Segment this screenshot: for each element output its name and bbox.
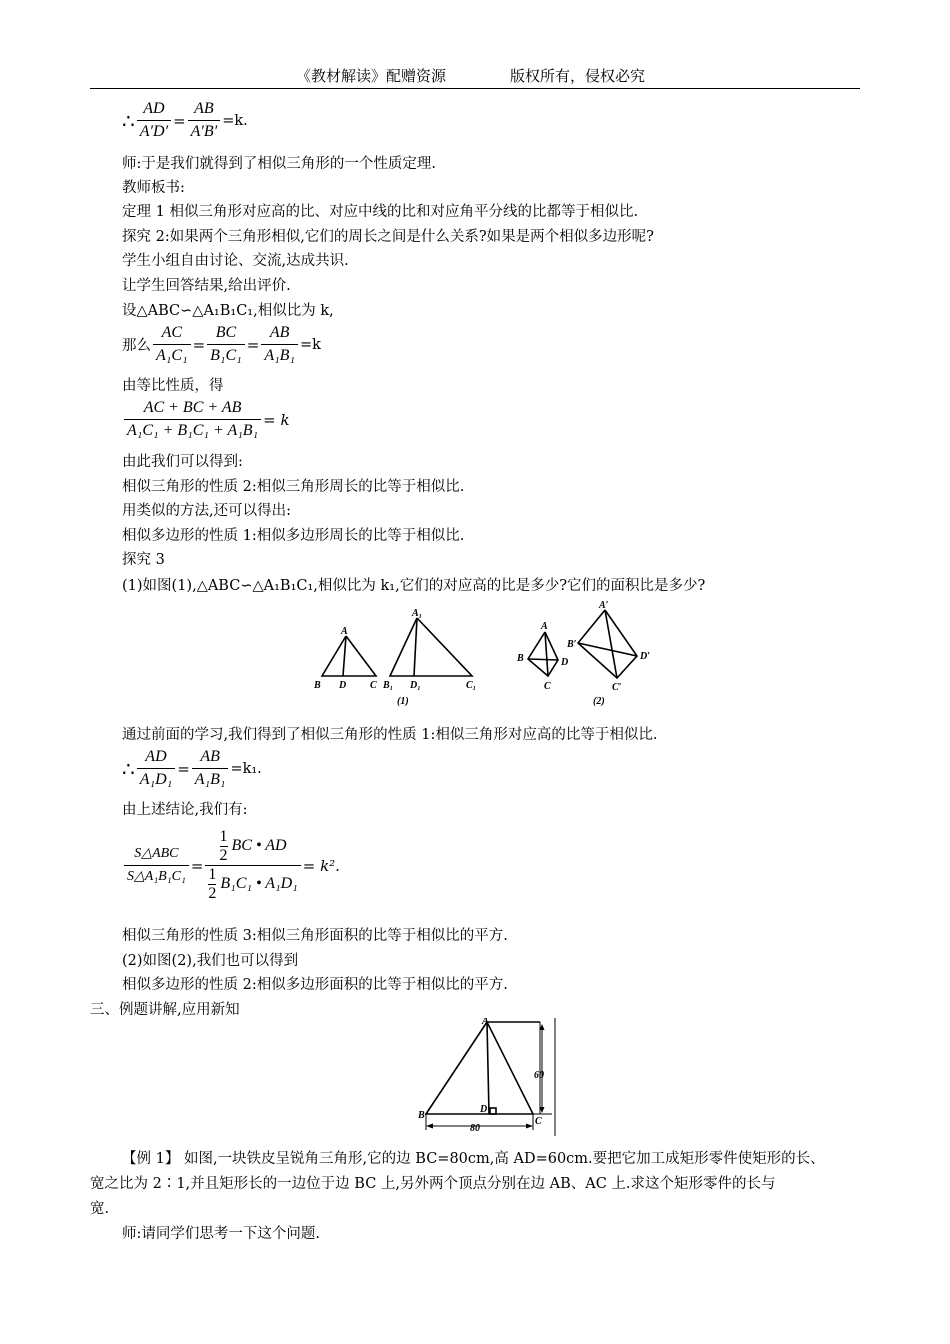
svg-text:60: 60: [534, 1070, 544, 1081]
formula-area-ratio: $\frac{\text{S△ABC}}{\text{S△A₁B₁C₁}}$ = $\frac{1}{2}$ BC • AD $\frac{1}{2}$ B₁C₁ • A₁D₁ = k².: [122, 828, 340, 903]
theorem-1: 定理 1 相似三角形对应高的比、对应中线的比和对应角平分线的比都等于相似比.: [122, 204, 639, 220]
explore-2: 探究 2:如果两个三角形相似,它们的周长之间是什么关系?如果是两个相似多边形呢?: [122, 229, 654, 245]
label-A: A: [341, 626, 348, 637]
svg-text:D: D: [561, 657, 569, 668]
property-2: 相似三角形的性质 2:相似三角形周长的比等于相似比.: [122, 479, 465, 495]
header-right: 版权所有，侵权必究: [510, 67, 646, 85]
svg-text:C: C: [544, 681, 551, 692]
svg-text:B: B: [418, 1110, 425, 1121]
svg-text:D: D: [339, 680, 347, 691]
svg-text:C: C: [535, 1116, 542, 1127]
text-line: 学生小组自由讨论、交流,达成共识.: [122, 253, 349, 269]
svg-text:A′: A′: [599, 600, 609, 611]
formula-ratio-k: 那么 $\frac{AC}{\text{A₁C₁}}$ = $\frac{BC}{\text{B₁C₁}}$ = $\frac{AB}{\text{A₁B₁}}$ =k: [122, 324, 321, 364]
polygon-property-1: 相似多边形的性质 1:相似多边形周长的比等于相似比.: [122, 528, 465, 544]
polygon-property-2: 相似多边形的性质 2:相似多边形面积的比等于相似比的平方.: [122, 977, 508, 993]
svg-text:80: 80: [470, 1123, 480, 1134]
svg-text:A: A: [541, 621, 548, 632]
svg-text:B: B: [517, 653, 524, 664]
text-line: 师:请同学们思考一下这个问题.: [122, 1226, 320, 1242]
example-figure: [412, 1018, 562, 1136]
header-left: 《教材解读》配赠资源: [296, 67, 447, 85]
text-line: 用类似的方法,还可以得出:: [122, 503, 291, 519]
svg-text:B₁: B₁: [383, 680, 394, 691]
text-line: 由上述结论,我们有:: [122, 802, 248, 818]
svg-text:C: C: [370, 680, 377, 691]
svg-text:A: A: [482, 1018, 489, 1027]
example-1-line2: 宽之比为 2∶1,并且矩形长的一边位于边 BC 上,另外两个顶点分别在边 AB、AC 上.求这个矩形零件的长与: [90, 1176, 776, 1192]
svg-text:B: B: [314, 680, 321, 691]
text-line: (2)如图(2),我们也可以得到: [122, 953, 299, 969]
property-3: 相似三角形的性质 3:相似三角形面积的比等于相似比的平方.: [122, 928, 508, 944]
text-line: 通过前面的学习,我们得到了相似三角形的性质 1:相似三角形对应高的比等于相似比.: [122, 727, 658, 743]
text-line: 师:于是我们就得到了相似三角形的一个性质定理.: [122, 156, 436, 172]
text-line: 由等比性质，得: [122, 378, 224, 394]
svg-text:A₁: A₁: [412, 608, 423, 619]
svg-text:(1): (1): [397, 696, 409, 707]
formula-perimeter: $\frac{AC + BC + AB}{\text{A₁C₁ + B₁C₁ + A₁B₁}}$ = k: [122, 397, 290, 442]
example-1-line1: 【例 1】 如图,一块铁皮呈锐角三角形,它的边 BC=80cm,高 AD=60cm.要把它加工成矩形零件使矩形的长、: [122, 1151, 825, 1167]
section-title: 三、例题讲解,应用新知: [90, 1002, 240, 1018]
text-line: 让学生回答结果,给出评价.: [122, 278, 291, 294]
text-line: 由此我们可以得到:: [122, 454, 243, 470]
similar-figures: [310, 598, 670, 710]
text-line: 设△ABC∽△A₁B₁C₁,相似比为 k,: [122, 303, 334, 319]
explore-3-title: 探究 3: [122, 552, 165, 568]
svg-text:D₁: D₁: [410, 680, 421, 691]
svg-text:C′: C′: [612, 682, 622, 693]
formula-height-ratio: ∴ $\frac{AD}{\text{A₁D₁}}$ = $\frac{AB}{\text{A₁B₁}}$ =k₁.: [122, 748, 262, 788]
svg-text:B′: B′: [567, 639, 577, 650]
explore-3-question: (1)如图(1),△ABC∽△A₁B₁C₁,相似比为 k₁,它们的对应高的比是多少?它们的面积比是多少?: [122, 578, 706, 594]
text-line: 教师板书:: [122, 180, 185, 196]
example-1-line3: 宽.: [90, 1201, 110, 1217]
page-header: [90, 66, 860, 89]
svg-text:C₁: C₁: [466, 680, 477, 691]
formula-ratio-prime: ∴ $\frac{AD}{A'D'}$ = $\frac{AB}{A'B'}$ =k.: [122, 100, 248, 140]
svg-text:D′: D′: [640, 651, 651, 662]
svg-text:(2): (2): [593, 696, 605, 707]
svg-text:D: D: [480, 1104, 488, 1115]
